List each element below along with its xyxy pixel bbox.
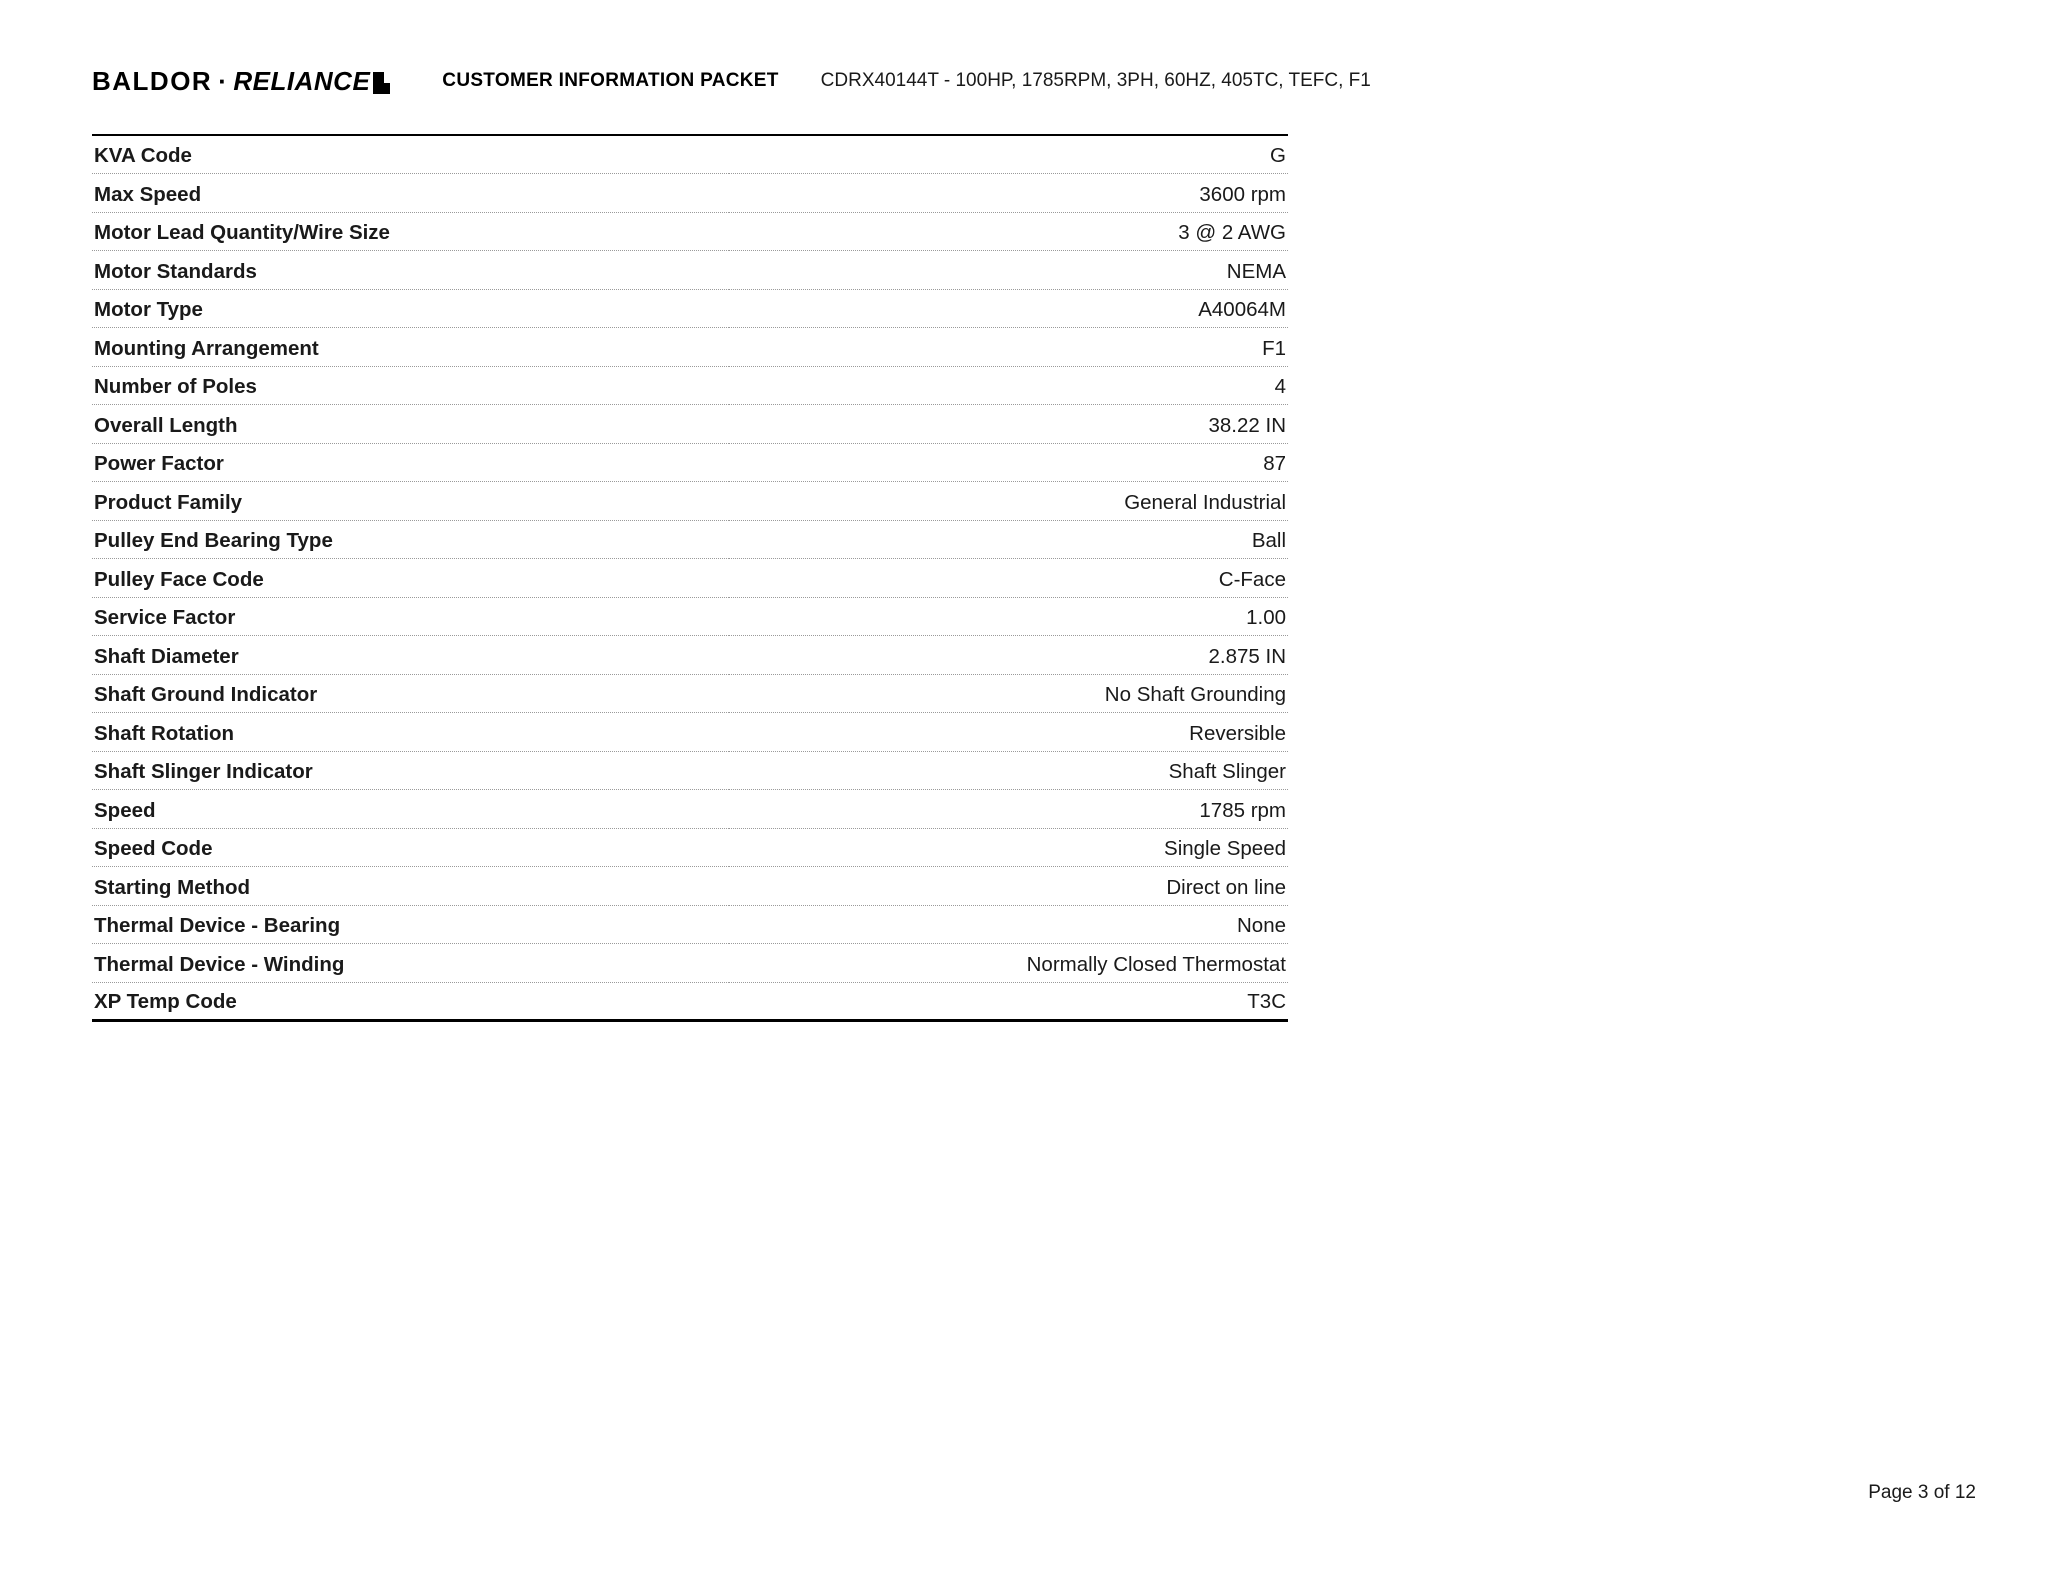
table-row [92, 443, 1288, 482]
spec-label: Number of Poles [92, 366, 729, 405]
table-row [92, 674, 1288, 713]
logo-mark-icon [373, 72, 390, 94]
spec-label: Thermal Device - Bearing [92, 905, 729, 944]
table-row [92, 328, 1288, 367]
spec-value: Shaft Slinger [729, 751, 1288, 790]
table-row [92, 520, 1288, 559]
spec-label: Motor Standards [92, 251, 729, 290]
spec-value: Single Speed [729, 828, 1288, 867]
spec-label: Thermal Device - Winding [92, 944, 729, 983]
spec-value: T3C [729, 982, 1288, 1021]
baldor-reliance-logo [92, 66, 390, 97]
page-header [0, 0, 2048, 104]
table-row [92, 982, 1288, 1021]
spec-label: Motor Lead Quantity/Wire Size [92, 212, 729, 251]
page-number: Page 3 of 12 [1868, 1482, 1976, 1503]
spec-label: Product Family [92, 482, 729, 521]
spec-value: NEMA [729, 251, 1288, 290]
spec-label: Shaft Diameter [92, 636, 729, 675]
table-row [92, 944, 1288, 983]
table-row [92, 482, 1288, 521]
spec-value: 3600 rpm [729, 174, 1288, 213]
spec-label: Speed Code [92, 828, 729, 867]
spec-value: A40064M [729, 289, 1288, 328]
table-row [92, 790, 1288, 829]
spec-value: 4 [729, 366, 1288, 405]
table-row [92, 713, 1288, 752]
table-row [92, 174, 1288, 213]
spec-value: 1.00 [729, 597, 1288, 636]
spec-label: Speed [92, 790, 729, 829]
spec-label: Shaft Ground Indicator [92, 674, 729, 713]
table-row [92, 251, 1288, 290]
spec-label: Pulley Face Code [92, 559, 729, 598]
spec-value: No Shaft Grounding [729, 674, 1288, 713]
spec-label: Max Speed [92, 174, 729, 213]
spec-label: KVA Code [92, 135, 729, 174]
logo-text-baldor: BALDOR [92, 65, 213, 96]
spec-label: Shaft Rotation [92, 713, 729, 752]
table-row [92, 289, 1288, 328]
table-row [92, 828, 1288, 867]
spec-value: 1785 rpm [729, 790, 1288, 829]
logo-text-reliance: RELIANCE [233, 65, 371, 96]
spec-label: Mounting Arrangement [92, 328, 729, 367]
spec-label: Overall Length [92, 405, 729, 444]
table-row [92, 366, 1288, 405]
spec-label: Shaft Slinger Indicator [92, 751, 729, 790]
spec-value: Direct on line [729, 867, 1288, 906]
spec-value: Normally Closed Thermostat [729, 944, 1288, 983]
spec-value: General Industrial [729, 482, 1288, 521]
spec-label: Starting Method [92, 867, 729, 906]
spec-label: Pulley End Bearing Type [92, 520, 729, 559]
table-row [92, 212, 1288, 251]
spec-label: XP Temp Code [92, 982, 729, 1021]
spec-label: Power Factor [92, 443, 729, 482]
motor-description: CDRX40144T - 100HP, 1785RPM, 3PH, 60HZ, 405TC, TEFC, F1 [820, 70, 1371, 91]
spec-value: Ball [729, 520, 1288, 559]
spec-label: Motor Type [92, 289, 729, 328]
table-row [92, 636, 1288, 675]
table-row [92, 867, 1288, 906]
spec-value: G [729, 135, 1288, 174]
table-row [92, 559, 1288, 598]
table-row [92, 751, 1288, 790]
table-row [92, 135, 1288, 174]
page-title: CUSTOMER INFORMATION PACKET [442, 70, 779, 91]
spec-value: 87 [729, 443, 1288, 482]
spec-value: F1 [729, 328, 1288, 367]
table-row [92, 905, 1288, 944]
logo-separator-dot: · [218, 65, 228, 96]
spec-value: 38.22 IN [729, 405, 1288, 444]
spec-label: Service Factor [92, 597, 729, 636]
spec-value: None [729, 905, 1288, 944]
spec-value: 3 @ 2 AWG [729, 212, 1288, 251]
spec-value: 2.875 IN [729, 636, 1288, 675]
spec-value: C-Face [729, 559, 1288, 598]
specification-table [92, 134, 1288, 1022]
specification-table-body [92, 135, 1288, 1021]
table-row [92, 405, 1288, 444]
spec-value: Reversible [729, 713, 1288, 752]
table-row [92, 597, 1288, 636]
